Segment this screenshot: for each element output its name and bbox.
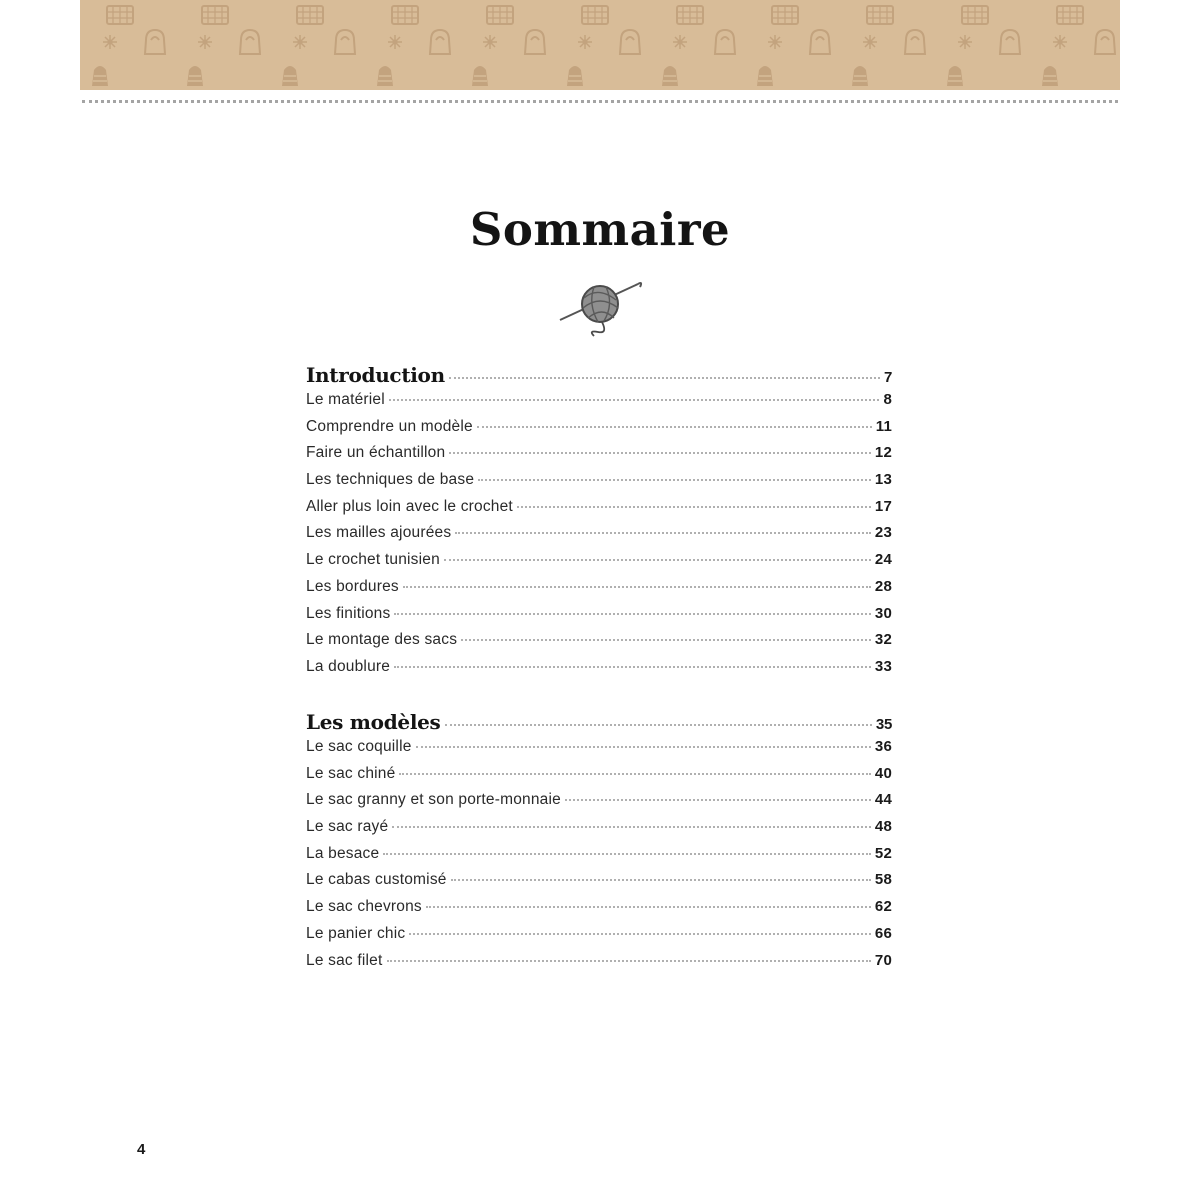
toc-section-models	[306, 710, 892, 978]
toc-page-number: 28	[874, 577, 892, 595]
dot-leader	[444, 559, 871, 561]
dot-leader	[392, 826, 871, 828]
toc-entry[interactable]	[306, 738, 892, 765]
dot-leader	[477, 426, 872, 428]
toc-entry-label: La doublure	[306, 657, 391, 675]
toc-entry-label: Le sac rayé	[306, 818, 389, 836]
toc-page-number: 70	[874, 951, 892, 969]
dot-leader	[449, 452, 871, 454]
dot-leader	[394, 613, 870, 615]
toc-entry[interactable]	[306, 765, 892, 792]
dot-leader	[416, 746, 871, 748]
toc-page-number: 32	[874, 631, 892, 649]
toc-entry-label: Le sac granny et son porte-monnaie	[306, 791, 561, 809]
dotted-divider	[82, 100, 1118, 103]
toc-entry-label: Comprendre un modèle	[306, 417, 473, 435]
dot-leader	[403, 586, 871, 588]
dot-leader	[394, 666, 871, 668]
toc-page-number: 52	[874, 844, 892, 862]
toc-entry[interactable]	[306, 391, 892, 418]
toc-entry-label: Le sac chevrons	[306, 898, 422, 916]
dot-leader	[449, 377, 880, 379]
toc-page-number: 13	[874, 471, 892, 489]
toc-entry-label: La besace	[306, 844, 380, 862]
toc-entry[interactable]	[306, 578, 892, 605]
toc-entry-label: Les finitions	[306, 604, 391, 622]
toc-page-number: 62	[874, 898, 892, 916]
dot-leader	[565, 799, 871, 801]
toc-entry-label: Le cabas customisé	[306, 871, 447, 889]
toc-entry[interactable]	[306, 631, 892, 658]
toc-heading-label: Les modèles	[306, 710, 441, 734]
toc-page-number: 23	[874, 524, 892, 542]
toc-section-heading[interactable]	[306, 710, 892, 738]
toc-entry[interactable]	[306, 498, 892, 525]
toc-entry[interactable]	[306, 952, 892, 979]
toc-page-number: 8	[883, 391, 892, 408]
toc-entry-label: Le crochet tunisien	[306, 551, 440, 569]
toc-page-number: 17	[874, 497, 892, 515]
toc-entry-label: Faire un échantillon	[306, 444, 446, 462]
banner-pattern	[80, 0, 1120, 90]
toc-entry-label: Le montage des sacs	[306, 631, 458, 649]
toc-section-introduction	[306, 363, 892, 685]
toc-page-number: 58	[874, 871, 892, 889]
toc-section-heading[interactable]	[306, 363, 892, 391]
toc-page-number: 24	[874, 551, 892, 569]
toc-page-number: 40	[874, 764, 892, 782]
toc-page-number: 33	[874, 657, 892, 675]
dot-leader	[461, 639, 871, 641]
dot-leader	[399, 773, 870, 775]
toc-entry[interactable]	[306, 898, 892, 925]
toc-entry-label: Le matériel	[306, 391, 385, 408]
toc-entry[interactable]	[306, 845, 892, 872]
toc-page-number: 11	[875, 417, 892, 435]
dot-leader	[445, 724, 872, 726]
toc-page-number: 7	[883, 369, 892, 386]
toc-entry-label: Le sac coquille	[306, 738, 412, 755]
dot-leader	[387, 960, 871, 962]
toc-entry[interactable]	[306, 524, 892, 551]
toc-entry[interactable]	[306, 418, 892, 445]
toc-entry[interactable]	[306, 471, 892, 498]
toc-entry[interactable]	[306, 658, 892, 685]
dot-leader	[389, 399, 880, 401]
toc-entry[interactable]	[306, 791, 892, 818]
toc-entry[interactable]	[306, 444, 892, 471]
toc-entry[interactable]	[306, 925, 892, 952]
toc-entry[interactable]	[306, 605, 892, 632]
toc-entry[interactable]	[306, 871, 892, 898]
toc-page-number: 44	[874, 791, 892, 809]
toc-page-number: 36	[874, 738, 892, 755]
toc-entry-label: Les techniques de base	[306, 471, 475, 489]
toc-entry-label: Aller plus loin avec le crochet	[306, 497, 513, 515]
dot-leader	[517, 506, 871, 508]
toc-entry-label: Le sac chiné	[306, 764, 396, 782]
dot-leader	[455, 532, 871, 534]
yarn-ball-crochet-hook-icon	[558, 278, 644, 340]
toc-entry-label: Les mailles ajourées	[306, 524, 452, 542]
dot-leader	[383, 853, 871, 855]
toc-entry-label: Le sac filet	[306, 951, 383, 969]
toc-page-number: 35	[875, 716, 892, 733]
dot-leader	[451, 879, 871, 881]
toc-entry-label: Les bordures	[306, 577, 399, 595]
toc-page-number: 30	[874, 604, 892, 622]
dot-leader	[409, 933, 871, 935]
page-title: Sommaire	[469, 203, 731, 256]
page-number-folio: 4	[137, 1141, 146, 1158]
toc-heading-label: Introduction	[306, 363, 445, 387]
toc-page-number: 66	[874, 924, 892, 942]
toc-entry[interactable]	[306, 818, 892, 845]
toc-page-number: 48	[874, 818, 892, 836]
dot-leader	[478, 479, 871, 481]
toc-entry[interactable]	[306, 551, 892, 578]
dot-leader	[426, 906, 871, 908]
toc-page-number: 12	[874, 444, 892, 462]
toc-entry-label: Le panier chic	[306, 924, 406, 942]
decorative-banner	[80, 0, 1120, 90]
